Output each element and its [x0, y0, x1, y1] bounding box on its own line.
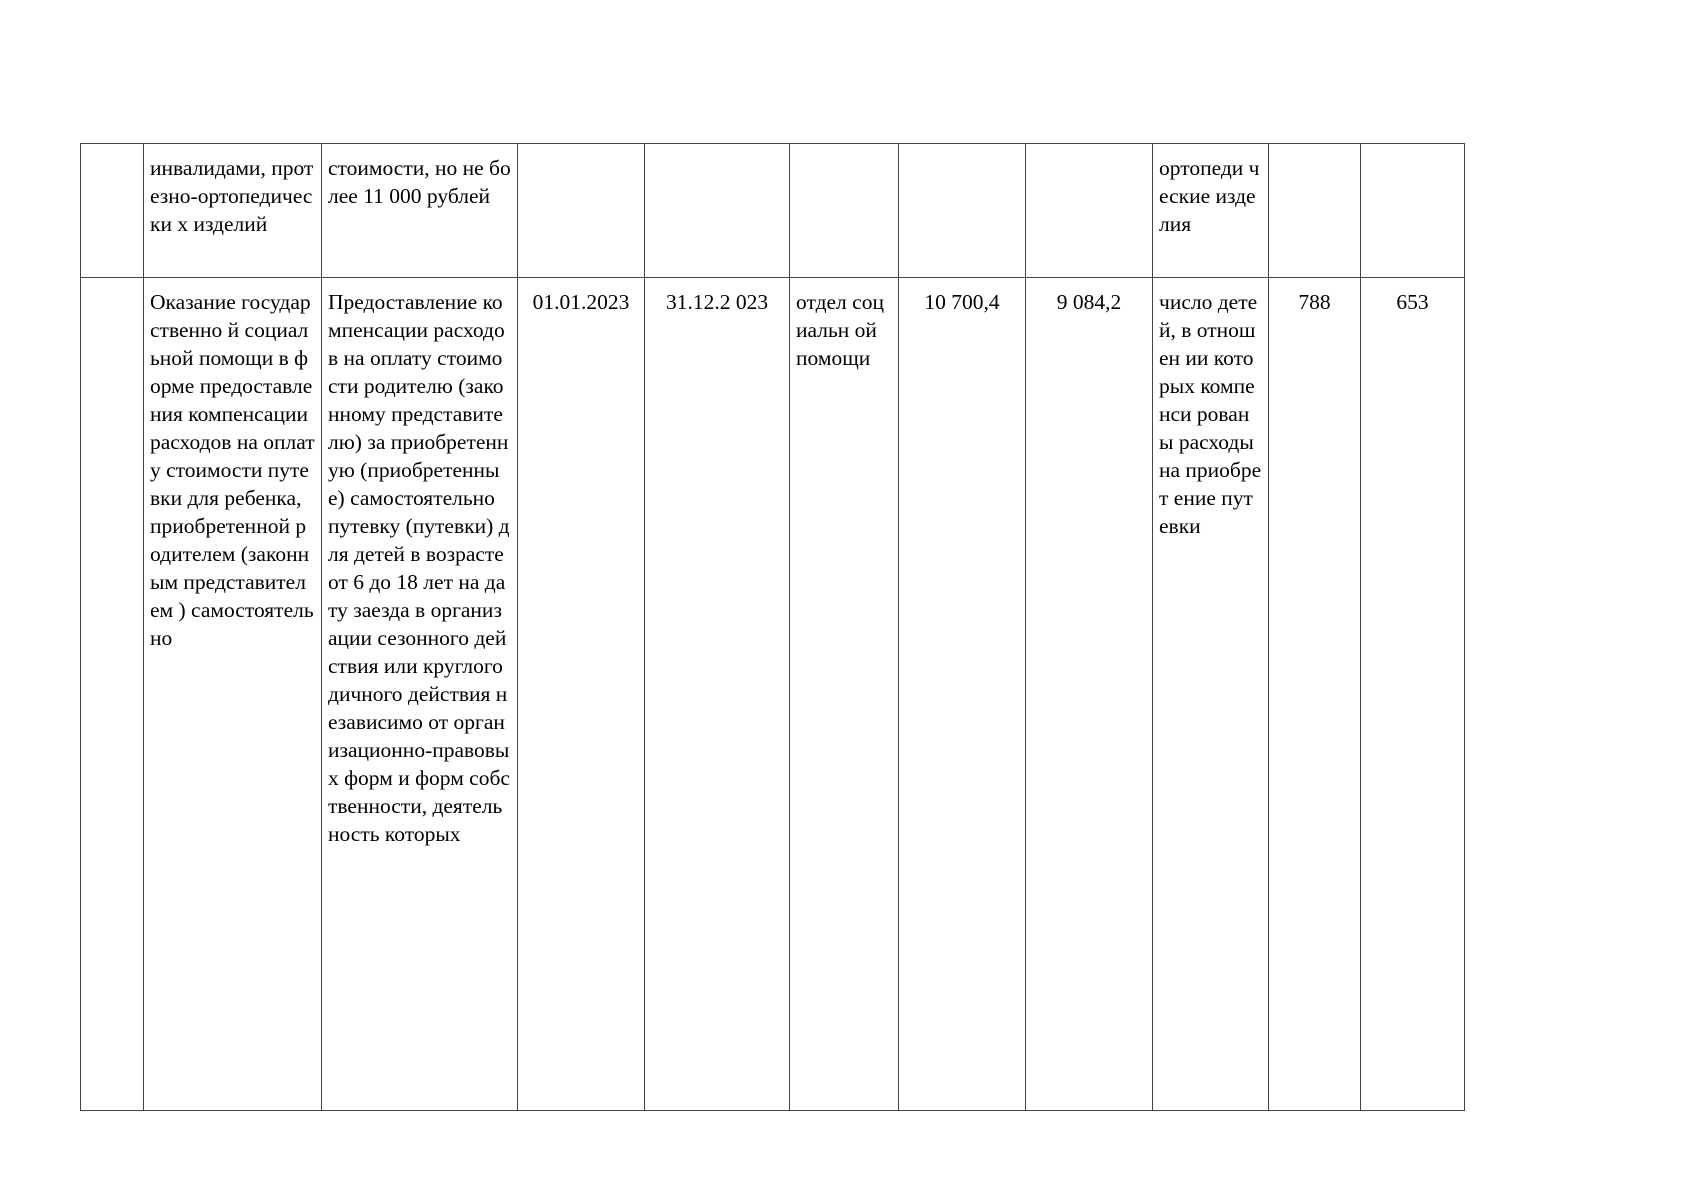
row-number-cell	[81, 278, 144, 1111]
responsible-cell: отдел социальн ой помощи	[790, 278, 899, 1111]
indicator-cell: число детей, в отношен ии которых компенси рованы расходы на приобрет ение путевки	[1153, 278, 1269, 1111]
indicator-cell: ортопеди ческие изделия	[1153, 144, 1269, 278]
start-date-cell	[518, 144, 645, 278]
budget-table	[80, 143, 1465, 1111]
end-date-cell: 31.12.2 023	[645, 278, 790, 1111]
start-date-cell: 01.01.2023	[518, 278, 645, 1111]
planned-amount-cell	[899, 144, 1026, 278]
end-date-cell	[645, 144, 790, 278]
table-row	[81, 278, 1465, 1111]
measure-name-cell: инвалидами, протезно-ортопедически х изделий	[144, 144, 322, 278]
measure-name-cell: Оказание государственно й социальной помощи в форме предоставления компенсации расходов на оплату стоимости путевки для ребенка, приобретенной родителем (законным представителем ) самостоятельно	[144, 278, 322, 1111]
actual-indicator-cell: 653	[1361, 278, 1465, 1111]
actual-indicator-cell	[1361, 144, 1465, 278]
planned-indicator-cell: 788	[1269, 278, 1361, 1111]
planned-indicator-cell	[1269, 144, 1361, 278]
planned-amount-cell: 10 700,4	[899, 278, 1026, 1111]
responsible-cell	[790, 144, 899, 278]
measure-description-cell: стоимости, но не более 11 000 рублей	[322, 144, 518, 278]
row-number-cell	[81, 144, 144, 278]
actual-amount-cell: 9 084,2	[1026, 278, 1153, 1111]
measure-description-cell: Предоставление компенсации расходов на оплату стоимости родителю (законному представителю) за приобретенную (приобретенные) самостоятельно путевку (путевки) для детей в возрасте от 6 до 18 лет на дату заезда в организации сезонного действия или круглогодичного действия независимо от организационно-правовых форм и форм собственности, деятельность которых	[322, 278, 518, 1111]
table-row	[81, 144, 1465, 278]
actual-amount-cell	[1026, 144, 1153, 278]
